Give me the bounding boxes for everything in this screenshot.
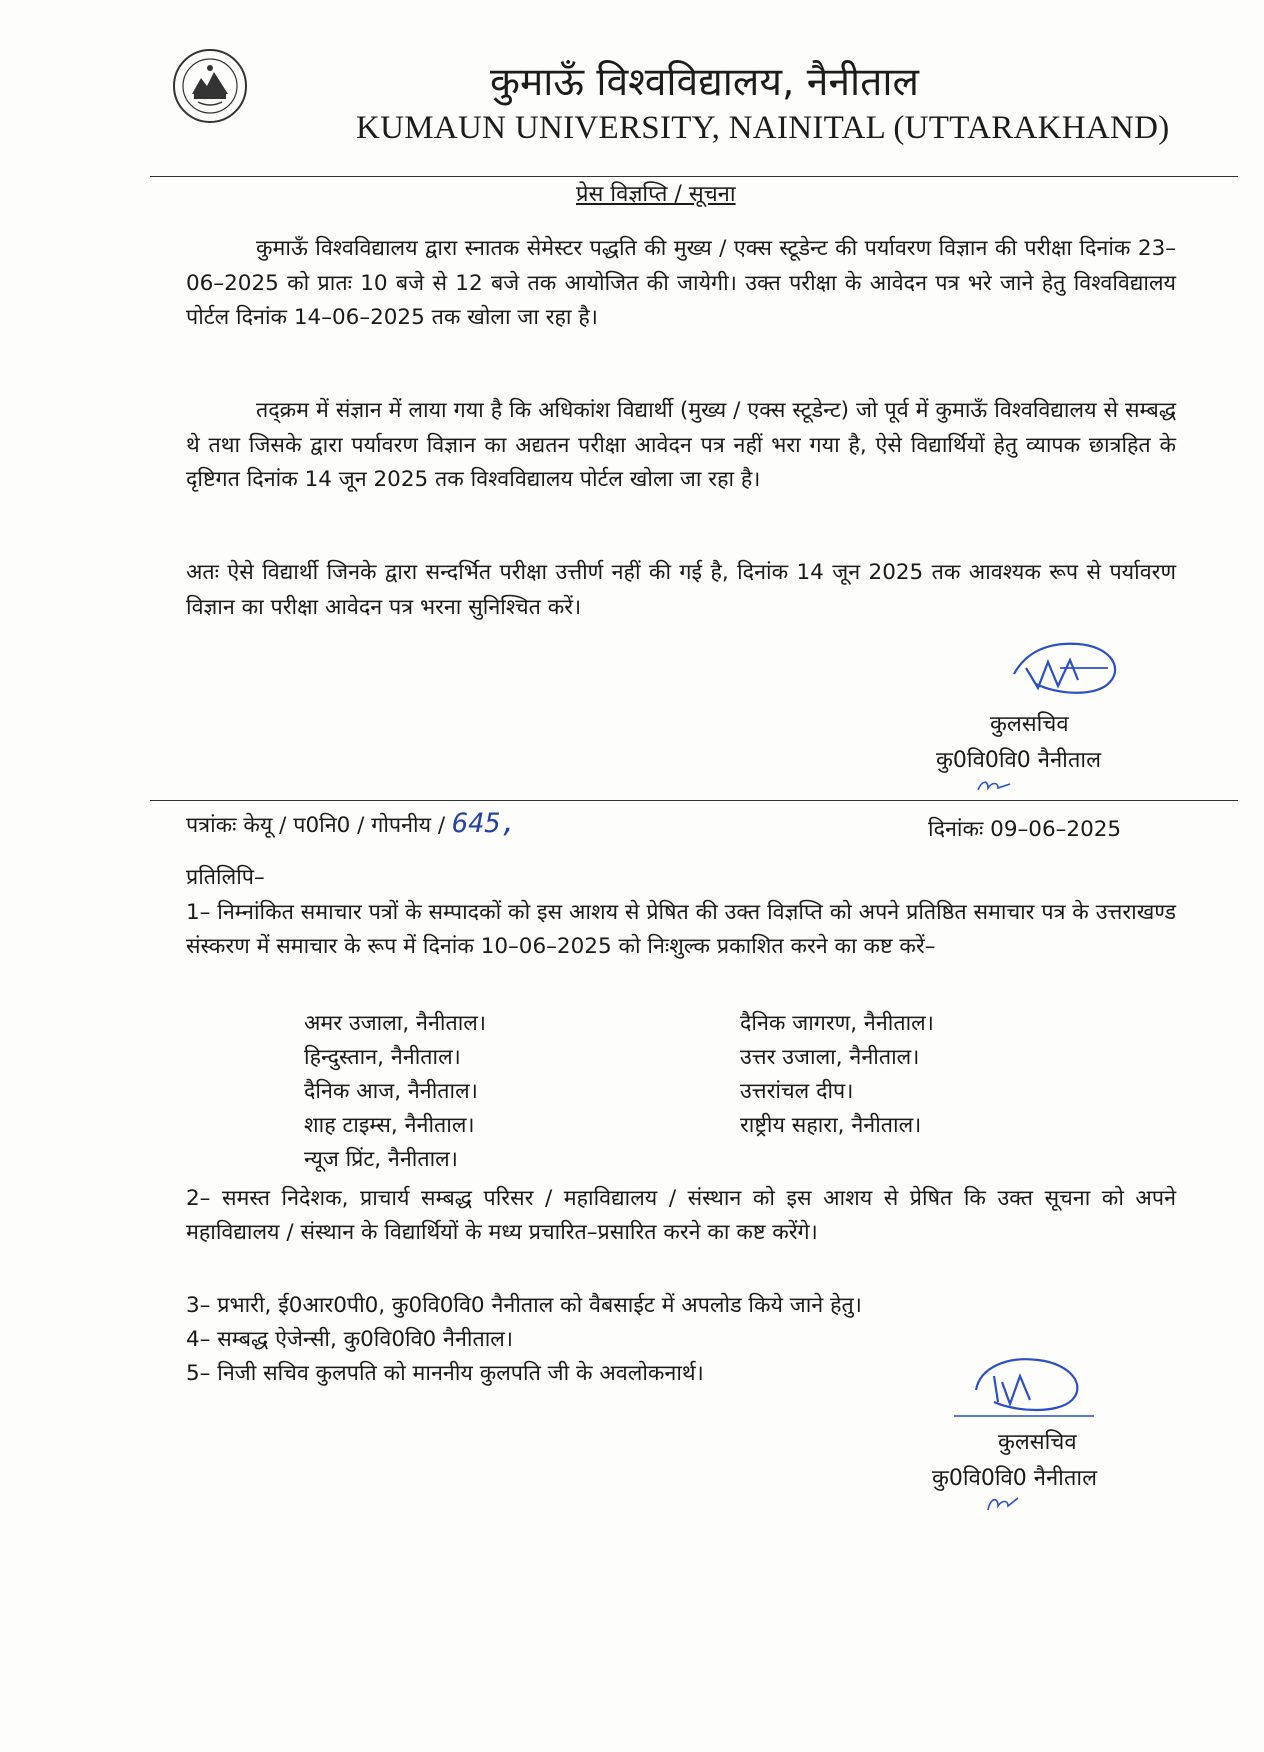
reference-number <box>186 808 517 839</box>
newspaper-right-4: राष्ट्रीय सहारा, नैनीताल। <box>740 1113 922 1138</box>
initials-2-icon <box>984 1492 1024 1516</box>
signature-2-office: कु0वि0वि0 नैनीताल <box>932 1466 1098 1491</box>
newspaper-left-1: अमर उजाला, नैनीताल। <box>304 1011 487 1036</box>
signature-2-icon <box>954 1342 1104 1422</box>
signature-2-designation: कुलसचिव <box>998 1430 1077 1455</box>
initials-1-icon <box>974 776 1014 796</box>
paragraph-1 <box>186 232 1176 336</box>
newspaper-left-5: न्यूज प्रिंट, नैनीताल। <box>304 1147 458 1172</box>
signature-1-office: कु0वि0वि0 नैनीताल <box>936 748 1102 773</box>
paragraph-1-text: कुमाऊँ विश्वविद्यालय द्वारा स्नातक सेमेस्टर पद्धति की मुख्य / एक्स स्टूडेन्ट की पर्यावरण विज्ञान की परीक्षा दिनांक 23–06–2025 को प्रातः 10 बजे से 12 बजे तक आयोजित की जायेगी। उक्त परीक्षा के आवेदन पत्र भरे जाने हेतु विश्वविद्यालय पोर्टल दिनांक 14–06–2025 तक खोला जा रहा है। <box>186 236 1176 330</box>
copy-item-5: 5– निजी सचिव कुलपति को माननीय कुलपति जी के अवलोकनार्थ। <box>186 1361 704 1386</box>
signature-1-icon <box>996 622 1136 712</box>
university-seal-icon <box>172 48 248 124</box>
paragraph-2 <box>186 394 1176 498</box>
university-name-english: KUMAUN UNIVERSITY, NAINITAL (UTTARAKHAND) <box>356 110 1170 146</box>
paragraph-3 <box>186 556 1176 625</box>
newspaper-left-3: दैनिक आज, नैनीताल। <box>304 1079 478 1104</box>
reference-divider <box>150 800 1238 801</box>
copy-item-2: 2– समस्त निदेशक, प्राचार्य सम्बद्ध परिसर / महाविद्यालय / संस्थान को इस आशय से प्रेषित कि उक्त सूचना को अपने महाविद्यालय / संस्थान के विद्यार्थियों के मध्य प्रचारित–प्रसारित करने का कष्ट करेंगे। <box>186 1186 1176 1245</box>
paragraph-2-text: तद्क्रम में संज्ञान में लाया गया है कि अधिकांश विद्यार्थी (मुख्य / एक्स स्टूडेन्ट) जो पूर्व में कुमाऊँ विश्वविद्यालय से सम्बद्ध थे तथा जिसके द्वारा पर्यावरण विज्ञान का अद्यतन परीक्षा आवेदन पत्र नहीं भरा गया है, ऐसे विद्यार्थियों हेतु व्यापक छात्रहित के दृष्टिगत दिनांक 14 जून 2025 तक विश्वविद्यालय पोर्टल खोला जा रहा है। <box>186 398 1176 492</box>
reference-label: पत्रांकः केयू / प0नि0 / गोपनीय / <box>186 813 446 838</box>
paragraph-3-text: अतः ऐसे विद्यार्थी जिनके द्वारा सन्दर्भित परीक्षा उत्तीर्ण नहीं की गई है, दिनांक 14 जून 2025 तक आवश्यक रूप से पर्यावरण विज्ञान का परीक्षा आवेदन पत्र भरना सुनिश्चित करें। <box>186 560 1176 620</box>
copy-heading: प्रतिलिपि– <box>186 865 265 890</box>
university-name-hindi: कुमाऊँ विश्वविद्यालय, नैनीताल <box>490 60 919 105</box>
signature-1-designation: कुलसचिव <box>990 712 1069 737</box>
header-divider <box>150 176 1238 177</box>
newspaper-right-3: उत्तरांचल दीप। <box>740 1079 854 1104</box>
newspaper-left-4: शाह टाइम्स, नैनीताल। <box>304 1113 475 1138</box>
copy-item-3: 3– प्रभारी, ई0आर0पी0, कु0वि0वि0 नैनीताल को वैबसाईट में अपलोड किये जाने हेतु। <box>186 1293 862 1318</box>
letter-date: दिनांकः 09–06–2025 <box>928 817 1122 842</box>
notice-subject: प्रेस विज्ञप्ति / सूचना <box>576 182 736 207</box>
reference-handwritten-number: 645, <box>452 808 518 839</box>
copy-item-1: 1– निम्नांकित समाचार पत्रों के सम्पादकों को इस आशय से प्रेषित की उक्त विज्ञप्ति को अपने प्रतिष्ठित समाचार पत्र के उत्तराखण्ड संस्करण में समाचार के रूप में दिनांक 10–06–2025 को निःशुल्क प्रकाशित करने का कष्ट करें– <box>186 900 1176 959</box>
newspaper-left-2: हिन्दुस्तान, नैनीताल। <box>304 1045 461 1070</box>
newspaper-right-1: दैनिक जागरण, नैनीताल। <box>740 1011 934 1036</box>
newspaper-right-2: उत्तर उजाला, नैनीताल। <box>740 1045 920 1070</box>
copy-item-4: 4– सम्बद्ध ऐजेन्सी, कु0वि0वि0 नैनीताल। <box>186 1327 514 1352</box>
